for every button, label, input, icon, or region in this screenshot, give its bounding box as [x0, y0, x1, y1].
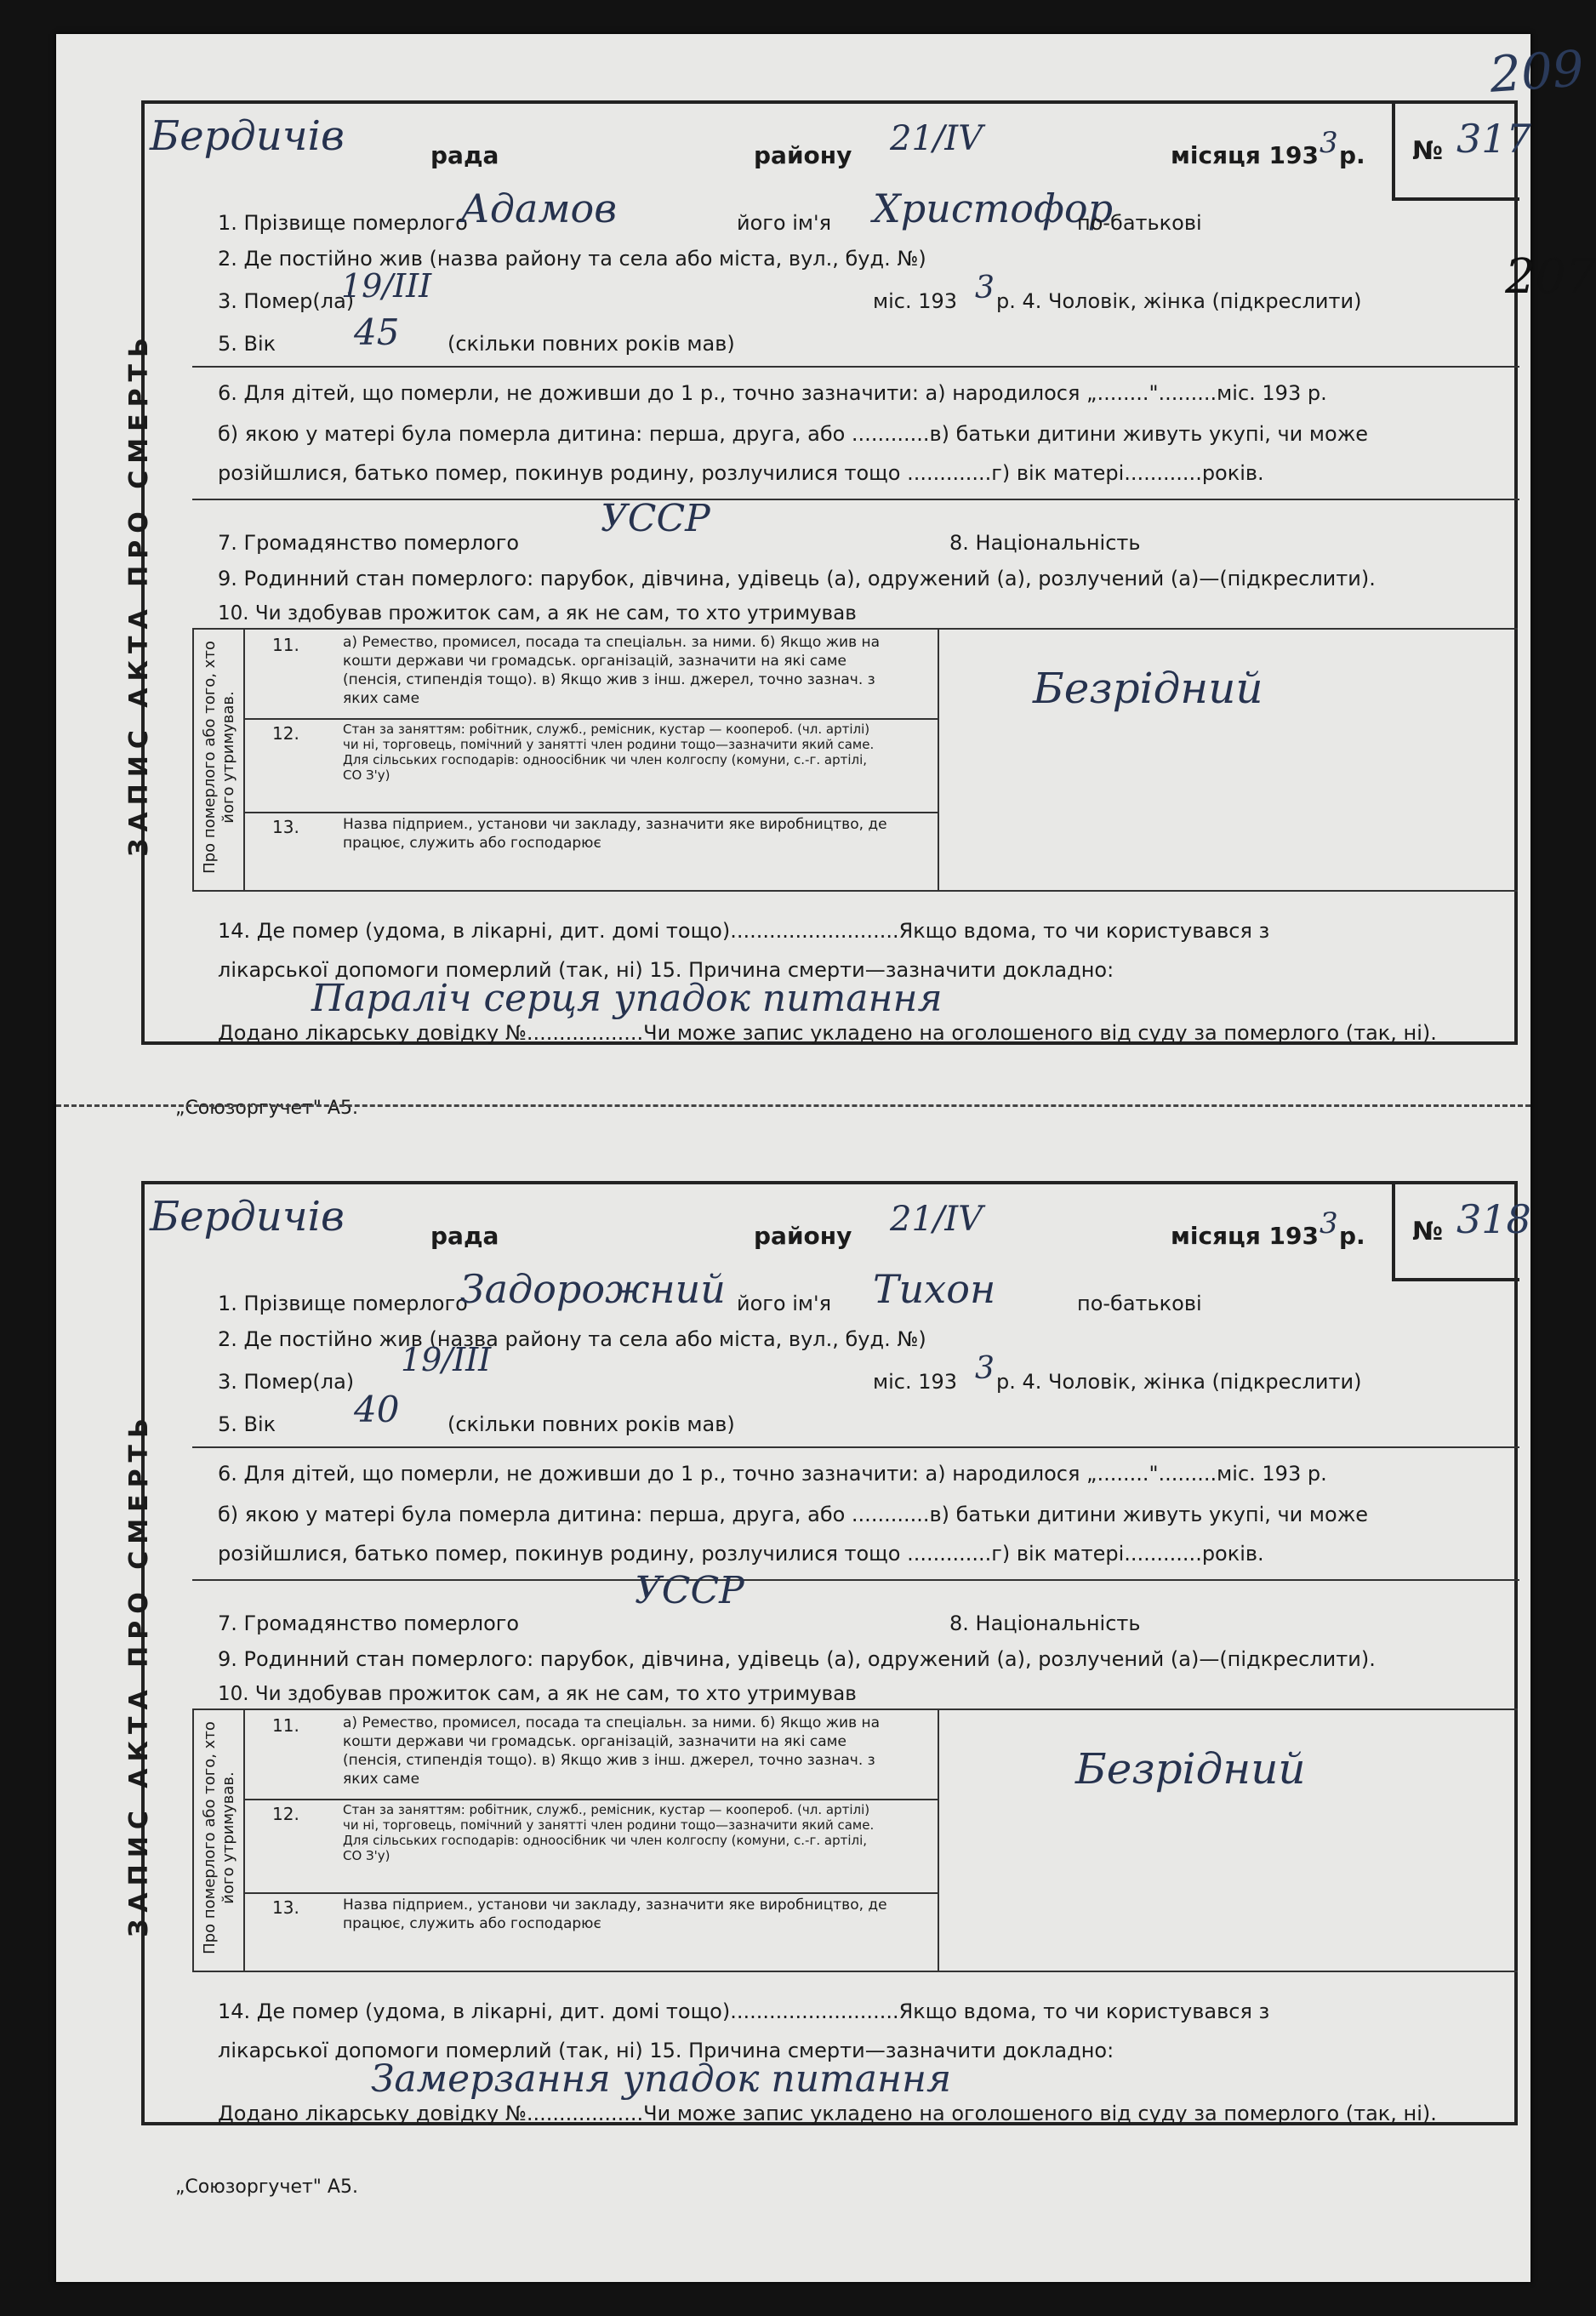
- line-14: 14. Де помер (удома, в лікарні, дит. домі тощо)..........................Якщо вдома, то чи користувався з: [218, 919, 1270, 943]
- side-number: 207: [1505, 249, 1596, 305]
- rada-name: Бердичів: [150, 112, 345, 160]
- patronymic-label: по-батькові: [1077, 1292, 1202, 1315]
- occupation-answer-area: [939, 628, 1518, 892]
- row-11: 11. а) Ремество, промисел, посада та спеціальн. за ними. б) Якщо жив на кошти держави чи громадськ. організацій, зазначити на які саме (пенсія, стипендія тощо). в) Якщо жив з інш. джерел, точно зазнач. з яких саме: [245, 1710, 938, 1800]
- printer-footer: „Союзоргучет" А5.: [175, 2176, 358, 2198]
- line-6c: розійшлися, батько помер, покинув родину, розлучилися тощо .............г) вік матері............років.: [218, 461, 1264, 485]
- line-6c: розійшлися, батько помер, покинув родину, розлучилися тощо .............г) вік матері............років.: [218, 1542, 1264, 1566]
- age-value: 40: [354, 1389, 400, 1430]
- death-date-value: 19/III: [341, 267, 432, 305]
- death-year-value: 3: [975, 271, 995, 305]
- month-year-label: міс. 193: [873, 289, 958, 313]
- first-name-value: Христофор: [873, 185, 1114, 231]
- line-6b: б) якою у матері була померла дитина: перша, друга, або ............в) батьки дитини живуть укупі, чи може: [218, 422, 1369, 446]
- line-3-label: 3. Помер(ла): [218, 1370, 355, 1394]
- document-page: [56, 34, 1596, 2282]
- month-label: місяця 193: [1171, 141, 1319, 169]
- occupation-table: [192, 628, 939, 892]
- number-label: №: [1412, 136, 1444, 166]
- divider: [192, 499, 1519, 500]
- vertical-title: ЗАПИС АКТА ПРО СМЕРТЬ: [124, 1412, 154, 1937]
- row-13: 13. Назва підприем., установи чи закладу, зазначити яке виробництво, де працює, служить або господарює: [272, 1897, 887, 1932]
- death-record-form-1: [124, 100, 1596, 1119]
- line-14: 14. Де помер (удома, в лікарні, дит. домі тощо)..........................Якщо вдома, то чи користувався з: [218, 1999, 1270, 2023]
- sex-label: р. 4. Чоловік, жінка (підкреслити): [996, 289, 1362, 313]
- divider: [192, 1579, 1519, 1581]
- line-8-label: 8. Національність: [949, 531, 1141, 555]
- line-9-label: 9. Родинний стан померлого: парубок, дівчина, удівець (а), одружений (а), розлучений (а)—(підкреслити).: [218, 567, 1376, 590]
- divider: [192, 366, 1519, 368]
- line-6a: 6. Для дітей, що померли, не доживши до 1 р., точно зазначити: а) народилося „........".........міс. 193 р.: [218, 381, 1327, 405]
- citizenship-value: УССР: [635, 1569, 744, 1612]
- name-label: його ім'я: [737, 1292, 832, 1315]
- year-suffix: р.: [1339, 1222, 1365, 1250]
- record-number: 318: [1456, 1196, 1531, 1242]
- citizenship-value: УССР: [601, 497, 710, 540]
- death-date-value: 19/III: [401, 1341, 492, 1378]
- divider: [192, 1446, 1519, 1448]
- record-number-box: [1392, 1181, 1531, 1281]
- rada-label: рада: [430, 1222, 499, 1250]
- raion-label: району: [754, 141, 852, 169]
- line-14b: лікарської допомоги померлий (так, ні) 15. Причина смерти—зазначити докладно:: [218, 2039, 1114, 2062]
- month-label: місяця 193: [1171, 1222, 1319, 1250]
- occupation-side-label: Про померлого або того, хто його утримував.: [194, 630, 245, 892]
- death-record-form-2: [124, 1181, 1531, 2198]
- row-13: 13. Назва підприем., установи чи закладу, зазначити яке виробництво, де працює, служить або господарює: [272, 816, 887, 852]
- record-day: 21/IV: [890, 119, 983, 158]
- name-label: його ім'я: [737, 211, 832, 235]
- rada-label: рада: [430, 141, 499, 169]
- occupation-side-label: Про померлого або того, хто його утримував.: [194, 1710, 245, 1972]
- line-16: Додано лікарську довідку №..................Чи може запис укладено на оголошеного від суду за померлого (так, ні).: [218, 1021, 1437, 1045]
- row-12: 12. Стан за заняттям: робітник, служб., ремісник, кустар — коопероб. (чл. артілі) чи ні, торговець, помічний у занятті член родини тощо—зазначити який саме. Для сільських господарів: одноосібник чи член колгоспу (комуни, с.-г. артілі, СО З'у): [245, 718, 938, 813]
- age-label: (скільки повних років мав): [447, 1412, 735, 1436]
- death-year-value: 3: [975, 1351, 995, 1386]
- year-suffix: р.: [1339, 141, 1365, 169]
- line-14b: лікарської допомоги померлий (так, ні) 15. Причина смерти—зазначити докладно:: [218, 958, 1114, 982]
- patronymic-label: по-батькові: [1077, 211, 1202, 235]
- year-digit: 3: [1320, 126, 1338, 160]
- record-number: 317: [1456, 116, 1531, 162]
- line-2-label: 2. Де постійно жив (назва району та села або міста, вул., буд. №): [218, 1327, 926, 1351]
- age-value: 45: [354, 311, 400, 353]
- cause-of-death-value: Замерзання упадок питання: [371, 2057, 952, 2101]
- occupation-table: [192, 1708, 939, 1972]
- line-16: Додано лікарську довідку №..................Чи може запис укладено на оголошеного від суду за померлого (так, ні).: [218, 2102, 1437, 2125]
- row-11: 11. а) Ремество, промисел, посада та спеціальн. за ними. б) Якщо жив на кошти держави чи громадськ. організацій, зазначити на які саме (пенсія, стипендія тощо). в) Якщо жив з інш. джерел, точно зазнач. з яких саме: [245, 630, 938, 720]
- age-label: (скільки повних років мав): [447, 332, 735, 356]
- line-10-label: 10. Чи здобував прожиток сам, а як не сам, то хто утримував: [218, 1683, 857, 1705]
- occupation-value: Безрідний: [1033, 664, 1263, 713]
- record-number-box: [1392, 100, 1531, 201]
- occupation-value: Безрідний: [1075, 1744, 1306, 1794]
- line-1-label: 1. Прізвище померлого: [218, 211, 468, 235]
- archive-number: 209: [1487, 39, 1586, 104]
- line-2-label: 2. Де постійно жив (назва району та села або міста, вул., буд. №): [218, 247, 926, 271]
- line-9-label: 9. Родинний стан померлого: парубок, дівчина, удівець (а), одружений (а), розлучений (а)—(підкреслити).: [218, 1647, 1376, 1671]
- sex-label: р. 4. Чоловік, жінка (підкреслити): [996, 1370, 1362, 1394]
- line-10-label: 10. Чи здобував прожиток сам, а як не сам, то хто утримував: [218, 602, 857, 625]
- line-6a: 6. Для дітей, що померли, не доживши до 1 р., точно зазначити: а) народилося „........".........міс. 193 р.: [218, 1462, 1327, 1486]
- record-day: 21/IV: [890, 1200, 983, 1239]
- line-8-label: 8. Національність: [949, 1612, 1141, 1635]
- line-5-label: 5. Вік: [218, 1412, 276, 1436]
- cause-of-death-value: Параліч серця упадок питання: [311, 977, 943, 1020]
- line-5-label: 5. Вік: [218, 332, 276, 356]
- raion-label: району: [754, 1222, 852, 1250]
- rada-name: Бердичів: [150, 1193, 345, 1241]
- line-7-label: 7. Громадянство померлого: [218, 1612, 520, 1635]
- line-3-label: 3. Помер(ла): [218, 289, 355, 313]
- row-12: 12. Стан за заняттям: робітник, служб., ремісник, кустар — коопероб. (чл. артілі) чи ні, торговець, помічний у занятті член родини тощо—зазначити який саме. Для сільських господарів: одноосібник чи член колгоспу (комуни, с.-г. артілі, СО З'у): [245, 1799, 938, 1894]
- cut-line: [56, 1104, 1530, 1107]
- line-6b: б) якою у матері була померла дитина: перша, друга, або ............в) батьки дитини живуть укупі, чи може: [218, 1503, 1369, 1526]
- first-name-value: Тихон: [873, 1266, 996, 1312]
- surname-value: Задорожний: [460, 1266, 726, 1312]
- surname-value: Адамов: [460, 185, 618, 231]
- year-digit: 3: [1320, 1206, 1338, 1241]
- line-1-label: 1. Прізвище померлого: [218, 1292, 468, 1315]
- occupation-answer-area: [939, 1708, 1518, 1972]
- number-label: №: [1412, 1217, 1444, 1246]
- printer-footer: „Союзоргучет" А5.: [175, 1098, 358, 1119]
- month-year-label: міс. 193: [873, 1370, 958, 1394]
- line-7-label: 7. Громадянство померлого: [218, 531, 520, 555]
- vertical-title: ЗАПИС АКТА ПРО СМЕРТЬ: [124, 331, 154, 857]
